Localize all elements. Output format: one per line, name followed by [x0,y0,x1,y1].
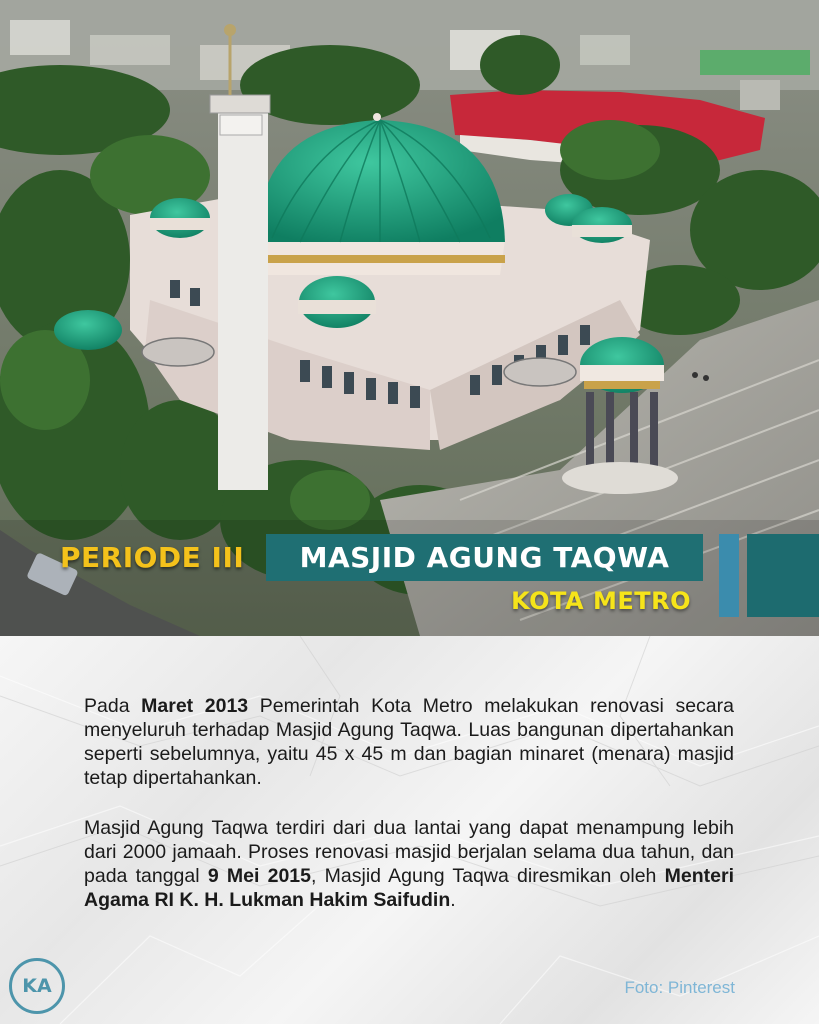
p2-bold-date: 9 Mei 2015 [207,865,312,887]
decor-bar-thin [719,534,739,617]
p1-bold-date: Maret 2013 [141,695,249,717]
p2-text-2: , Masjid Agung Taqwa diresmikan oleh [311,865,665,887]
p1-text-1: Pada [84,695,142,717]
text-panel [0,636,819,1024]
periode-label: PERIODE III [60,541,245,574]
p2-bold-minister: Menteri Agama RI K. H. Lukman Hakim Saifudin [84,865,734,911]
ka-logo: KA [9,958,65,1014]
p1-text-2: Pemerintah Kota Metro melakukan renovasi secara menyeluruh terhadap Masjid Agung Taqwa. Luas bangunan dipertahankan seperti sebelumnya, yaitu 45 x 45 m dan bagian minaret (menara) masjid tetap dipertahankan. [84,695,734,789]
p2-text-1: Masjid Agung Taqwa terdiri dari dua lantai yang dapat menampung lebih dari 2000 jamaah. Proses renovasi masjid berjalan selama dua tahun, dan pada tanggal [84,817,734,887]
paragraph-renovation [84,694,734,790]
p2-text-3: . [450,889,456,911]
photo-credit: Foto: Pinterest [624,978,735,997]
paragraph-inauguration [84,816,734,912]
page-subtitle: KOTA METRO [511,587,691,615]
decor-bar-thick [747,534,819,617]
page-title: MASJID AGUNG TAQWA [266,534,703,581]
